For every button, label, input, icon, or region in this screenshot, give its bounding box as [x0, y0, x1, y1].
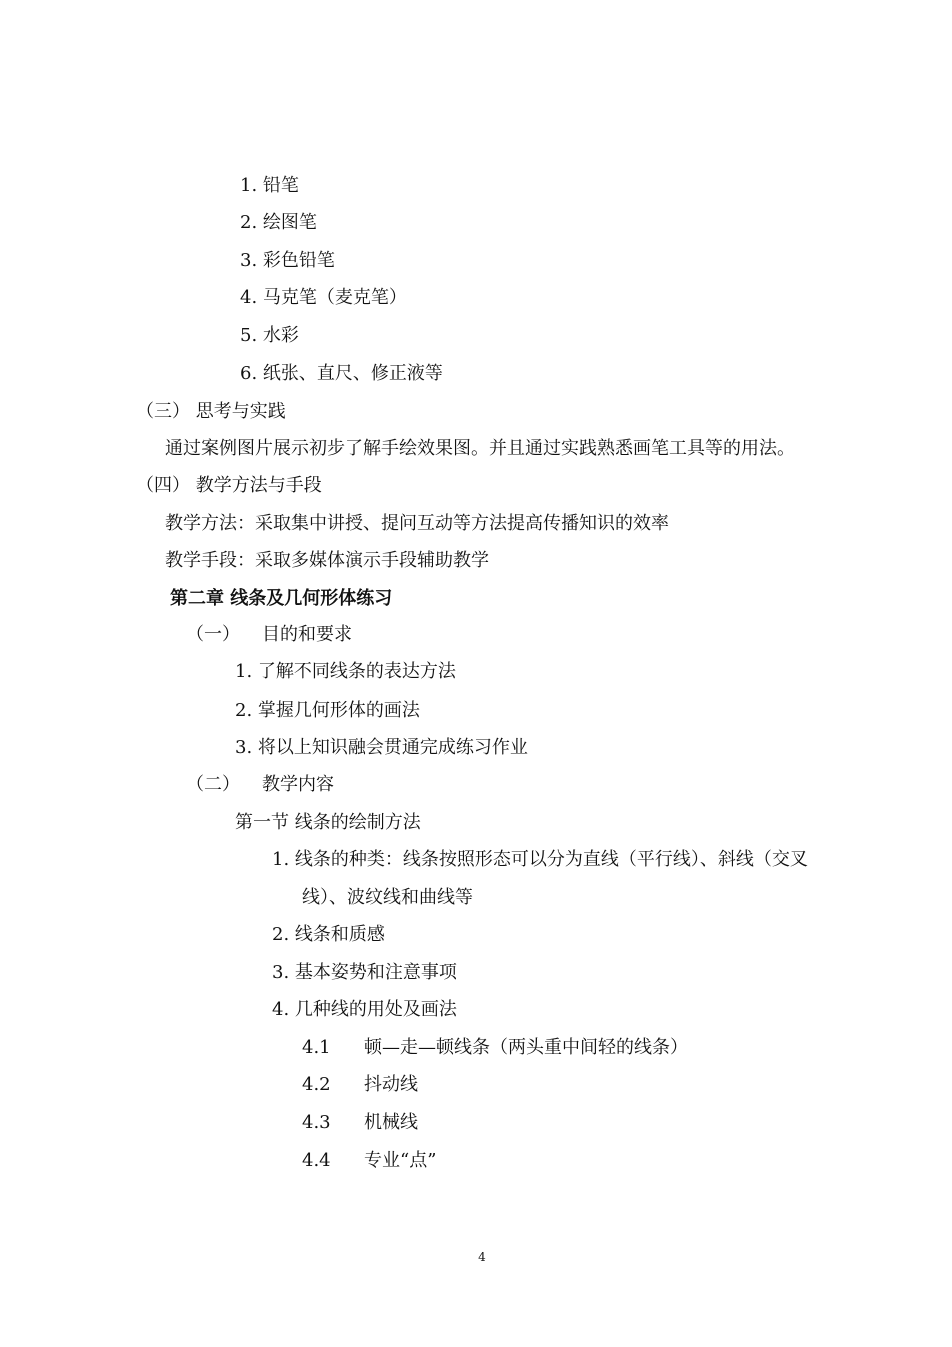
- list-item: 1. 线条的种类：线条按照形态可以分为直线（平行线）、斜线（交叉: [272, 849, 808, 870]
- list-item: 1. 了解不同线条的表达方法: [235, 661, 456, 682]
- list-item: 4. 马克笔（麦克笔）: [240, 287, 407, 308]
- sub-item-number: 4.2: [302, 1074, 331, 1095]
- part-2-title: 教学内容: [262, 774, 334, 795]
- part-2-heading: [186, 773, 334, 797]
- sub-item-text: 抖动线: [364, 1074, 418, 1095]
- sub-list-item: [302, 1149, 436, 1173]
- part-1-heading: [186, 623, 352, 647]
- sub-item-number: 4.4: [302, 1150, 331, 1171]
- list-item: 2. 线条和质感: [272, 924, 385, 945]
- list-item: 3. 基本姿势和注意事项: [272, 962, 457, 983]
- list-item: 5. 水彩: [240, 325, 299, 346]
- part-2-label: （二）: [186, 774, 240, 795]
- list-item: 6. 纸张、直尺、修正液等: [240, 363, 443, 384]
- sub-item-text: 顿—走—顿线条（两头重中间轻的线条）: [364, 1037, 688, 1058]
- sub-list-item: [302, 1036, 688, 1060]
- sub-item-text: 专业“点”: [364, 1150, 437, 1171]
- section-3-body: 通过案例图片展示初步了解手绘效果图。并且通过实践熟悉画笔工具等的用法。: [165, 438, 795, 459]
- list-item-continuation: 线）、波纹线和曲线等: [302, 887, 473, 908]
- section-3-heading: （三） 思考与实践: [136, 401, 286, 422]
- list-item: 2. 绘图笔: [240, 212, 317, 233]
- sub-list-item: [302, 1073, 418, 1097]
- part-1-label: （一）: [186, 624, 240, 645]
- sub-list-item: [302, 1111, 418, 1135]
- sub-item-number: 4.3: [302, 1112, 331, 1133]
- section-title: 第一节 线条的绘制方法: [235, 812, 421, 833]
- page-number: 4: [478, 1250, 486, 1264]
- list-item: 4. 几种线的用处及画法: [272, 999, 457, 1020]
- list-item: 3. 将以上知识融会贯通完成练习作业: [235, 737, 528, 758]
- chapter-title: 第二章 线条及几何形体练习: [170, 588, 393, 609]
- section-4-heading: （四） 教学方法与手段: [136, 475, 322, 496]
- teaching-method: 教学方法：采取集中讲授、提问互动等方法提高传播知识的效率: [165, 513, 669, 534]
- list-item: 1. 铅笔: [240, 175, 299, 196]
- sub-item-text: 机械线: [364, 1112, 418, 1133]
- sub-item-number: 4.1: [302, 1037, 331, 1058]
- part-1-title: 目的和要求: [262, 624, 352, 645]
- list-item: 2. 掌握几何形体的画法: [235, 700, 420, 721]
- list-item: 3. 彩色铅笔: [240, 250, 335, 271]
- teaching-means: 教学手段：采取多媒体演示手段辅助教学: [165, 550, 489, 571]
